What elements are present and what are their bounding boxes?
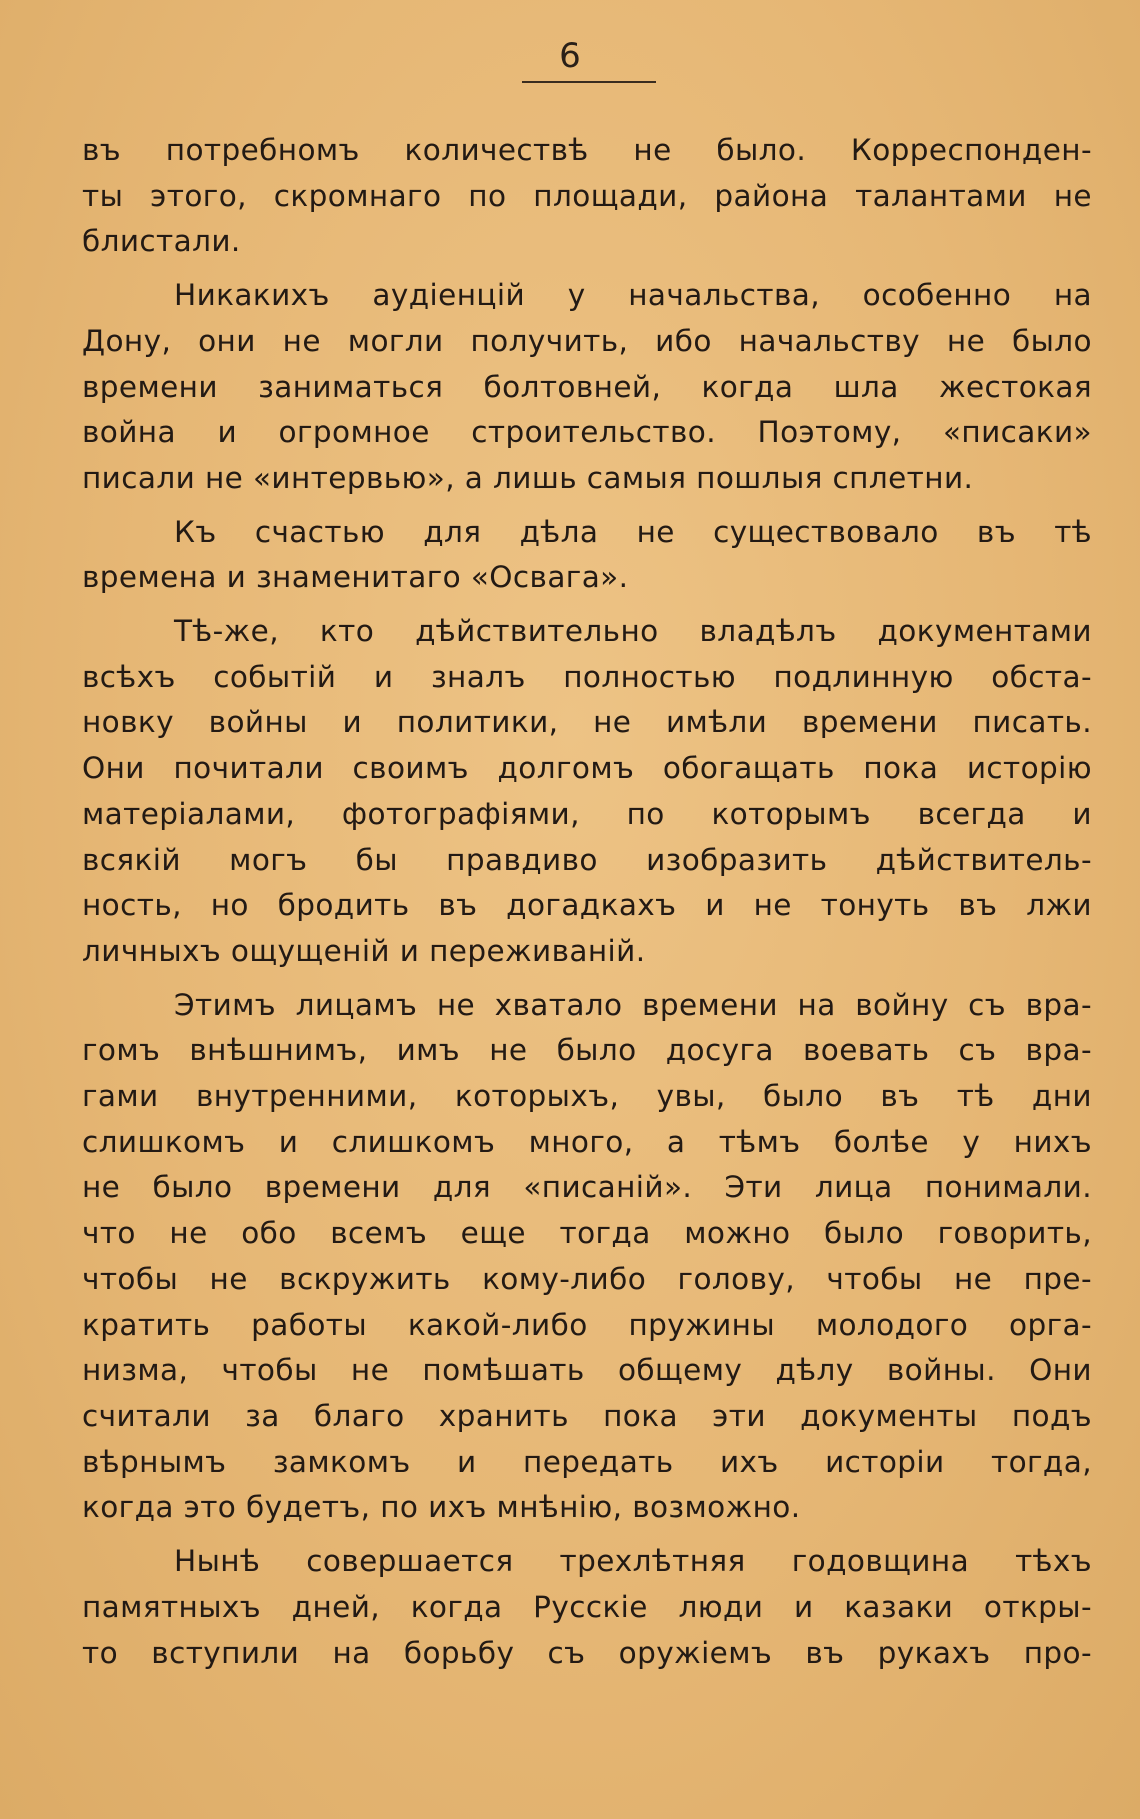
text-line: вѣрнымъ замкомъ и передать ихъ исторіи тогда, <box>82 1444 1092 1479</box>
text-line: Къ счастью для дѣла не существовало въ тѣ <box>174 514 1092 549</box>
text-line: война и огромное строительство. Поэтому, «писаки» <box>82 415 1092 450</box>
text-line: памятныхъ дней, когда Русскіе люди и казаки откры- <box>82 1589 1092 1624</box>
paragraph <box>82 1539 1092 1676</box>
text-line: считали за благо хранить пока эти документы подъ <box>82 1398 1092 1433</box>
text-line: то вступили на борьбу съ оружіемъ въ рукахъ про- <box>82 1635 1092 1670</box>
paragraph <box>82 510 1092 601</box>
text-line: Дону, они не могли получить, ибо начальству не было <box>82 323 1092 358</box>
text-line: чтобы не вскружить кому-либо голову, чтобы не пре- <box>82 1261 1092 1296</box>
text-line: матеріалами, фотографіями, по которымъ всегда и <box>82 796 1092 831</box>
text-line: Они почитали своимъ долгомъ обогащать пока исторію <box>82 751 1092 786</box>
text-line: писали не «интервью», а лишь самыя пошлыя сплетни. <box>82 460 974 495</box>
text-line: въ потребномъ количествѣ не было. Корреспонден- <box>82 133 1092 167</box>
page-number-rule <box>522 81 656 83</box>
body-text <box>82 128 1092 1684</box>
text-line: личныхъ ощущеній и переживаній. <box>82 933 646 968</box>
text-line: ты этого, скромнаго по площади, района талантами не <box>82 178 1092 213</box>
text-line: гомъ внѣшнимъ, имъ не было досуга воевать съ вра- <box>82 1033 1092 1068</box>
paragraph <box>82 273 1092 502</box>
text-line: времени заниматься болтовней, когда шла жестокая <box>82 369 1092 404</box>
paragraph <box>82 128 1092 265</box>
text-line: когда это будетъ, по ихъ мнѣнію, возможно. <box>82 1490 801 1525</box>
paragraph <box>82 609 1092 975</box>
text-line: Нынѣ совершается трехлѣтняя годовщина тѣхъ <box>174 1544 1092 1579</box>
text-line: блистали. <box>82 224 241 259</box>
text-line: кратить работы какой-либо пружины молодого орга- <box>82 1307 1092 1342</box>
text-line: гами внутренними, которыхъ, увы, было въ тѣ дни <box>82 1079 1092 1114</box>
text-line: Тѣ-же, кто дѣйствительно владѣлъ документами <box>174 614 1092 649</box>
text-line: новку войны и политики, не имѣли времени писать. <box>82 705 1092 740</box>
text-line: слишкомъ и слишкомъ много, а тѣмъ болѣе у нихъ <box>82 1124 1092 1159</box>
text-line: низма, чтобы не помѣшать общему дѣлу войны. Они <box>82 1353 1092 1388</box>
text-line: всѣхъ событій и зналъ полностью подлинную обста- <box>82 659 1092 694</box>
paragraph <box>82 983 1092 1531</box>
text-line: Никакихъ аудіенцій у начальства, особенно на <box>174 278 1092 313</box>
text-line: не было времени для «писаній». Эти лица понимали. <box>82 1170 1092 1205</box>
text-line: что не обо всемъ еще тогда можно было говорить, <box>82 1216 1092 1251</box>
text-line: всякій могъ бы правдиво изобразить дѣйствитель- <box>82 842 1092 877</box>
page-number: 6 <box>559 36 581 76</box>
text-line: Этимъ лицамъ не хватало времени на войну съ вра- <box>174 987 1092 1022</box>
text-line: ность, но бродить въ догадкахъ и не тонуть въ лжи <box>82 888 1092 923</box>
text-line: времена и знаменитаго «Освага». <box>82 560 629 595</box>
